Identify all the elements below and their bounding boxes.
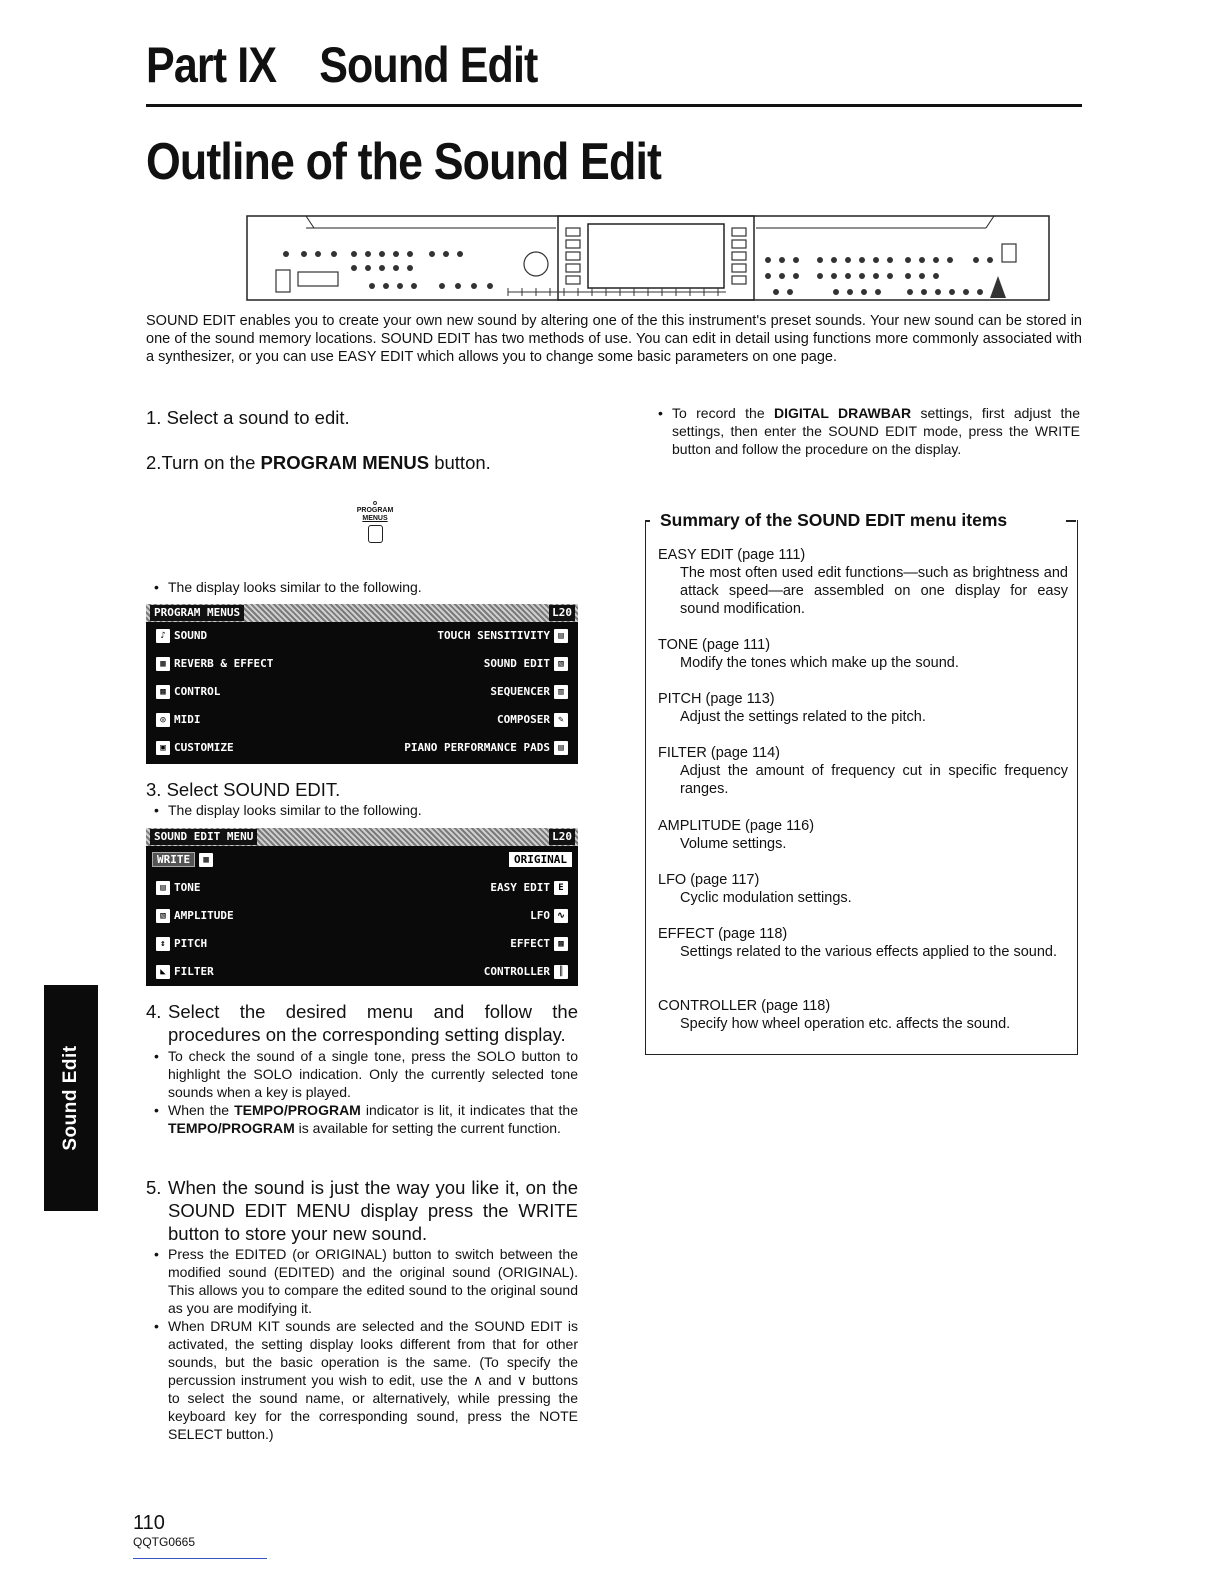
step-2: 2.Turn on the PROGRAM MENUS button.	[146, 452, 491, 473]
display-title: PROGRAM MENUS	[150, 605, 244, 621]
sound-edit-icon: ▧	[554, 657, 568, 671]
menu-pitch: PITCH	[174, 937, 208, 950]
summary-border-tick	[1066, 520, 1076, 522]
summary-title: Summary of the SOUND EDIT menu items	[650, 510, 1013, 531]
filter-icon: ◣	[156, 965, 170, 979]
program-menus-button-label: PROGRAM	[356, 507, 394, 514]
display-title: SOUND EDIT MENU	[150, 829, 257, 845]
tempo-program-note: • When the TEMPO/PROGRAM indicator is lit, it indicates that the TEMPO/PROGRAM is available for setting the current function.	[146, 1101, 578, 1137]
write-button-label: WRITE	[152, 852, 195, 867]
display-row	[146, 846, 578, 874]
sequencer-icon: ▥	[554, 685, 568, 699]
section-title: Outline of the Sound Edit	[146, 133, 662, 191]
summary-item-head: EASY EDIT (page 111)	[658, 547, 806, 563]
menu-customize: CUSTOMIZE	[174, 741, 234, 754]
summary-item-pitch	[658, 690, 1068, 726]
menu-control: CONTROL	[174, 685, 221, 698]
document-code: QQTG0665	[133, 1535, 196, 1549]
touch-sensitivity-icon: ▤	[554, 629, 568, 643]
step-number: 1.	[146, 407, 162, 428]
sound-icon: ♪	[156, 629, 170, 643]
sound-edit-menu-display	[146, 828, 578, 986]
control-icon: ▩	[156, 685, 170, 699]
easy-edit-icon: E	[554, 881, 568, 895]
edited-original-note: • Press the EDITED (or ORIGINAL) button to switch between the modified sound (EDITED) and the original sound (ORIGINAL). This allows you to compare the edited sound to the original sound as you are modifying it.	[146, 1245, 578, 1317]
summary-item-controller	[658, 997, 1068, 1033]
menu-sequencer: SEQUENCER	[490, 685, 550, 698]
pads-icon: ▤	[554, 741, 568, 755]
reverb-icon: ▦	[156, 657, 170, 671]
lfo-icon: ∿	[554, 909, 568, 923]
section-side-tab	[44, 985, 98, 1211]
step-number: 3.	[146, 779, 162, 800]
display-row	[146, 678, 578, 706]
menu-composer: COMPOSER	[497, 713, 550, 726]
menu-reverb-effect: REVERB & EFFECT	[174, 657, 274, 670]
summary-item-effect	[658, 925, 1068, 961]
step-text: When the sound is just the way you like it, on the SOUND EDIT MENU display press the WRITE button to store your new sound.	[168, 1177, 578, 1244]
heading-rule	[146, 104, 1082, 107]
step-1	[146, 406, 616, 429]
page-number: 110	[133, 1512, 165, 1534]
display-row	[146, 958, 578, 986]
effect-icon: ▩	[554, 937, 568, 951]
program-menus-label: PROGRAM MENUS	[260, 452, 430, 473]
summary-item-desc: Adjust the settings related to the pitch.	[680, 709, 926, 725]
menu-sound: SOUND	[174, 629, 208, 642]
menu-touch-sensitivity: TOUCH SENSITIVITY	[437, 629, 550, 642]
display-row	[146, 734, 578, 762]
write-icon: ▦	[199, 853, 213, 867]
display-row	[146, 874, 578, 902]
pitch-icon: ↕	[156, 937, 170, 951]
display-row	[146, 622, 578, 650]
composer-icon: ✎	[554, 713, 568, 727]
step-number: 4.	[146, 1001, 162, 1022]
step-text: Select a sound to edit.	[166, 407, 350, 428]
customize-icon: ▣	[156, 741, 170, 755]
midi-icon: ◎	[156, 713, 170, 727]
footer-rule	[133, 1558, 267, 1559]
menu-lfo: LFO	[530, 909, 550, 922]
amplitude-icon: ▧	[156, 909, 170, 923]
summary-item-lfo	[658, 871, 1068, 907]
menu-sound-edit: SOUND EDIT	[483, 657, 550, 670]
display-row	[146, 706, 578, 734]
program-menus-button-illustration: o PROGRAM MENUS	[345, 500, 405, 560]
display-corner: L20	[549, 829, 575, 845]
summary-item-desc: Specify how wheel operation etc. affects the sound.	[680, 1016, 1011, 1032]
tone-icon: ▤	[156, 881, 170, 895]
summary-item-head: LFO (page 117)	[658, 872, 760, 888]
display-row	[146, 930, 578, 958]
menu-filter: FILTER	[174, 965, 214, 978]
button-icon	[368, 525, 383, 543]
program-menus-display	[146, 604, 578, 764]
display-header	[146, 604, 578, 622]
menu-controller: CONTROLLER	[483, 965, 550, 978]
menu-amplitude: AMPLITUDE	[174, 909, 234, 922]
display-corner: L20	[549, 605, 575, 621]
summary-item-desc: Volume settings.	[680, 836, 787, 852]
summary-item-head: PITCH (page 113)	[658, 691, 775, 707]
step-5	[146, 1176, 578, 1245]
step-4	[146, 1000, 578, 1046]
digital-drawbar-label: DIGITAL DRAWBAR	[773, 405, 912, 421]
menu-easy-edit: EASY EDIT	[490, 881, 550, 894]
step-4-notes	[146, 1047, 578, 1137]
original-button-label: ORIGINAL	[509, 852, 572, 867]
step-text: Select the desired menu and follow the procedures on the corresponding setting display.	[168, 1001, 578, 1045]
summary-item-head: TONE (page 111)	[658, 637, 771, 653]
menu-midi: MIDI	[174, 713, 201, 726]
summary-item-head: FILTER (page 114)	[658, 745, 780, 761]
part-title: Sound Edit	[319, 37, 538, 93]
summary-item-desc: Modify the tones which make up the sound.	[680, 655, 959, 671]
summary-item-desc: Settings related to the various effects applied to the sound.	[680, 944, 1057, 960]
summary-item-tone	[658, 636, 1068, 672]
menu-piano-performance-pads: PIANO PERFORMANCE PADS	[404, 741, 550, 754]
step-text: Select SOUND EDIT.	[166, 779, 341, 800]
side-tab-label: Sound Edit	[60, 1045, 81, 1151]
menu-effect: EFFECT	[510, 937, 550, 950]
display-header	[146, 828, 578, 846]
drawbar-note: • To record the DIGITAL DRAWBAR settings, first adjust the settings, then enter the SOUND EDIT mode, press the WRITE button and follow the procedure on the display.	[650, 404, 1080, 458]
summary-item-filter	[658, 744, 1068, 798]
step-number: 2.	[146, 452, 162, 473]
keyboard-panel-illustration	[246, 214, 1050, 302]
summary-item-desc: The most often used edit functions—such as brightness and attack speed—are assembled on one display for easy sound modification.	[680, 565, 1068, 617]
summary-item-amplitude	[658, 817, 1068, 853]
menu-tone: TONE	[174, 881, 201, 894]
controller-icon: ║	[554, 965, 568, 979]
summary-item-head: AMPLITUDE (page 116)	[658, 818, 815, 834]
step-3	[146, 778, 616, 801]
part-heading	[146, 36, 538, 94]
step-number: 5.	[146, 1177, 162, 1198]
drum-kit-note: • When DRUM KIT sounds are selected and the SOUND EDIT is activated, the setting display looks different from that for other sounds, but the basic operation is the same. (To specify the percussion instrument you wish to edit, use the ∧ and ∨ buttons to select the sound name, or alternatively, while pressing the keyboard key for the corresponding sound, press the NOTE SELECT button.)	[146, 1317, 578, 1443]
display-row	[146, 902, 578, 930]
summary-item-head: CONTROLLER (page 118)	[658, 998, 831, 1014]
step-5-notes	[146, 1245, 578, 1443]
display-note-1: • The display looks similar to the following.	[146, 578, 616, 596]
summary-item-desc: Adjust the amount of frequency cut in specific frequency ranges.	[680, 763, 1068, 797]
summary-item-desc: Cyclic modulation settings.	[680, 890, 852, 906]
display-row	[146, 650, 578, 678]
summary-item-head: EFFECT (page 118)	[658, 926, 788, 942]
solo-note: • To check the sound of a single tone, press the SOLO button to highlight the SOLO indication. Only the currently selected tone sounds when a key is played.	[146, 1047, 578, 1101]
part-number: Part IX	[146, 37, 277, 93]
intro-paragraph: SOUND EDIT enables you to create your own new sound by altering one of the this instrument's preset sounds. Your new sound can be stored in one of the sound memory locations. SOUND EDIT has two methods of use. You can edit in detail using functions more commonly associated with a synthesizer, or you can use EASY EDIT which allows you to change some basic parameters on one page.	[146, 313, 1082, 365]
display-note-2: • The display looks similar to the following.	[146, 801, 616, 819]
summary-item-easy-edit	[658, 546, 1068, 618]
